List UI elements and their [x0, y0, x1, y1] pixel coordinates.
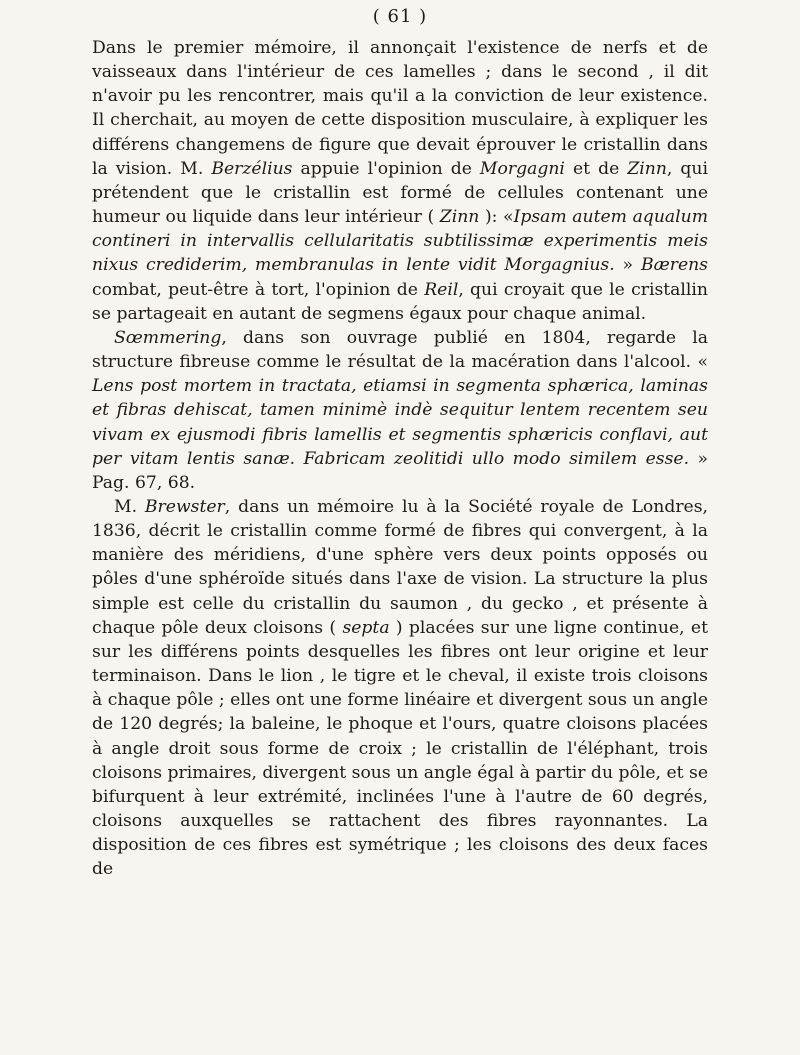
- text-run: » Pag. 67, 68.: [92, 448, 709, 493]
- author-name-zinn: Zinn: [439, 207, 480, 228]
- text-run: combat, peut-être à tort, l'opinion de: [92, 279, 425, 300]
- page-number: ( 61 ): [372, 6, 428, 27]
- term-septa: septa: [342, 617, 390, 638]
- body-text: [92, 36, 708, 881]
- paragraph-1: [92, 36, 708, 326]
- text-run: appuie l'opinion de: [292, 158, 480, 179]
- text-run: , qui prétendent que le cristallin est formé de cellules contenant une humeur ou liquide dans leur intérieur (: [92, 158, 708, 228]
- author-name-soemmering: Sœmmering: [114, 327, 222, 348]
- latin-quotation: Ipsam autem aqualum contineri in intervallis cellularitatis subtilissimæ experimentis meis nixus crediderim, membranulas in lente vidit Morgagnius.: [92, 207, 708, 276]
- text-run: , dans son ouvrage publié en 1804, regarde la structure fibreuse comme le résultat de la macération dans l'alcool. «: [92, 327, 708, 373]
- author-name-morgagni: Morgagni: [479, 158, 565, 179]
- text-run: , dans un mémoire lu à la Société royale de Londres, 1836, décrit le cristallin comme formé de fibres qui convergent, à la manière des méridiens, d'une sphère vers deux points opposés ou pôles d'une sphéroïde situés dans l'axe de vision. La structure la plus simple est celle du cristallin du saumon , du gecko , et présente à chaque pôle deux cloisons (: [92, 496, 708, 638]
- text-run: ): «: [479, 207, 514, 228]
- text-run: , qui croyait que le cristallin se partageait en autant de segmens égaux pour chaque animal.: [92, 279, 708, 324]
- author-name-berzelius: Berzélius: [211, 158, 293, 179]
- text-run: ) placées sur une ligne continue, et sur les différens points desquelles les fibres ont leur origine et leur terminaison. Dans le lion , le tigre et le cheval, il existe trois cloisons à chaque pôle ; elles ont une forme linéaire et divergent sous un angle de 120 degrés; la baleine, le phoque et l'ours, quatre cloisons placées à angle droit sous forme de croix ; le cristallin de l'éléphant, trois cloisons primaires, divergent sous un angle égal à partir du pôle, et se bifurquent à leur extrémité, inclinées l'une à l'autre de 60 degrés, cloisons auxquelles se rattachent des fibres rayonnantes. La disposition de ces fibres est symétrique ; les cloisons des deux faces de: [92, 617, 708, 880]
- author-name-brewster: Brewster: [144, 496, 225, 517]
- latin-quotation: Lens post mortem in tractata, etiamsi in segmenta sphærica, laminas et fibras dehiscat, tamen minimè indè sequitur lentem recentem seu vivam ex ejusmodi fibris lamellis et segmentis sphæricis conflavi, aut per vitam lentis sanæ. Fabricam zeolitidi ullo modo similem esse.: [92, 376, 708, 469]
- text-run: M.: [114, 496, 145, 517]
- author-name-baerens: Bærens: [640, 255, 709, 276]
- text-run: Dans le premier mémoire, il annonçait l'existence de nerfs et de vaisseaux dans l'intérieur de ces lamelles ; dans le second , il dit n'avoir pu les rencontrer, mais qu'il a la conviction de leur existence. Il cherchait, au moyen de cette disposition musculaire, à expliquer les différens changemens de figure que devait éprouver le cristallin dans la vision. M.: [92, 38, 708, 179]
- text-run: »: [614, 255, 641, 276]
- paragraph-3: [92, 495, 708, 882]
- author-name-reil: Reil: [424, 279, 459, 300]
- paragraph-2: [92, 326, 708, 495]
- text-run: et de: [564, 158, 628, 179]
- author-name-zinn: Zinn: [627, 158, 667, 179]
